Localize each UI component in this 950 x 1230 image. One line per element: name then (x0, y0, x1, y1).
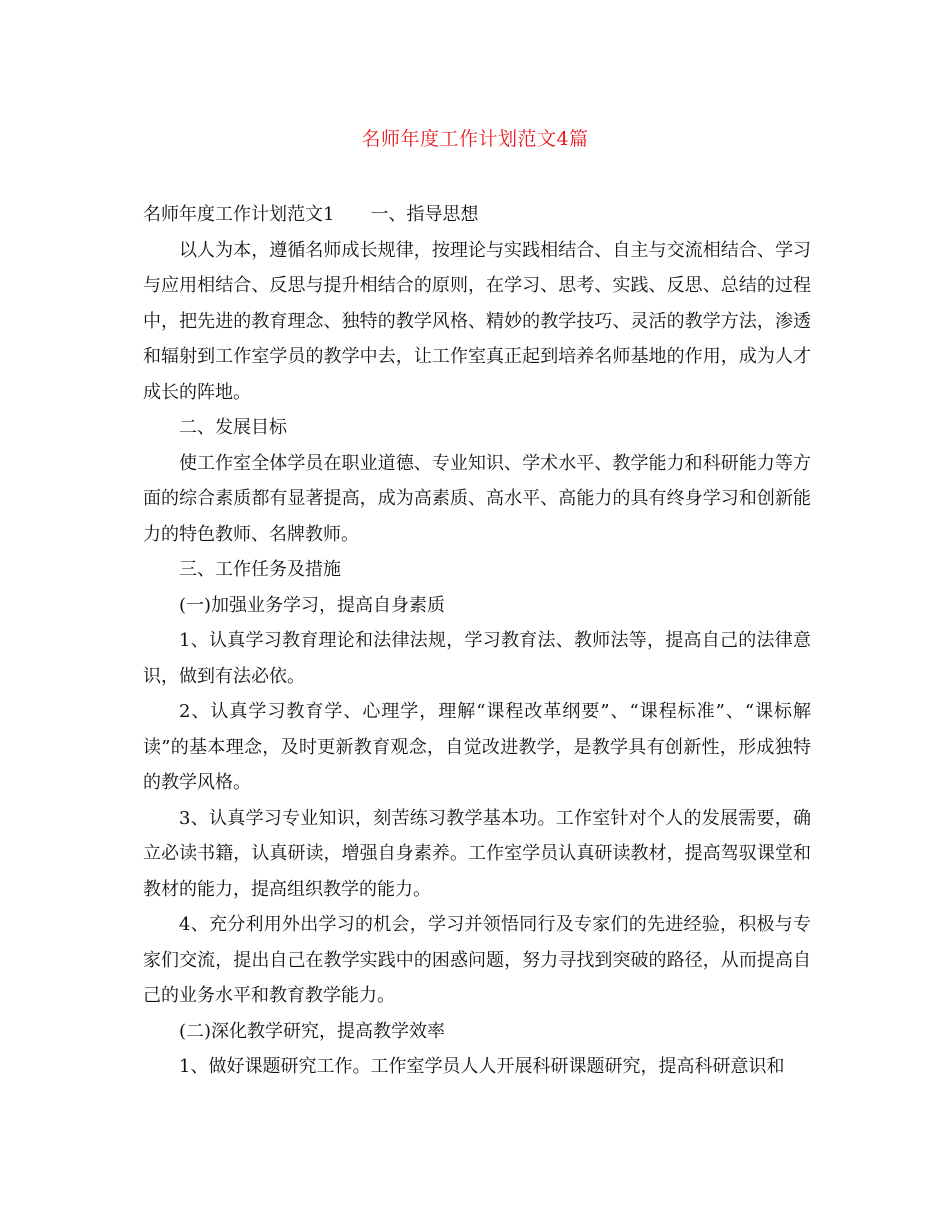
subsection-heading: (二)深化教学研究，提高教学效率 (179, 1020, 446, 1042)
document-title: 名师年度工作计划范文4篇 (361, 128, 589, 150)
section-heading: 三、工作任务及措施 (179, 559, 341, 580)
section-heading: 二、发展目标 (179, 417, 287, 438)
section-label: 名师年度工作计划范文1 (143, 204, 335, 225)
paragraph: 使工作室全体学员在职业道德、专业知识、学术水平、教学能力和科研能力等方面的综合素质都有显著提高，成为高素质、高水平、高能力的具有终身学习和创新能力的特色教师、名牌教师。 (143, 452, 811, 545)
subsection-heading: (一)加强业务学习，提高自身素质 (179, 594, 446, 616)
document-body (143, 197, 811, 1085)
paragraph: 1、认真学习教育理论和法律法规，学习教育法、教师法等，提高自己的法律意识，做到有法必依。 (143, 630, 811, 687)
section-heading-guiding-thought: 一、指导思想 (370, 204, 479, 225)
paragraph: 2、认真学习教育学、心理学，理解“课程改革纲要”、“课程标准”、“课标解读”的基本理念，及时更新教育观念，自觉改进教学，是教学具有创新性，形成独特的教学风格。 (143, 701, 811, 793)
paragraph: 4、充分利用外出学习的机会，学习并领悟同行及专家们的先进经验，积极与专家们交流，提出自己在教学实践中的困惑问题，努力寻找到突破的路径，从而提高自己的业务水平和教育教学能力。 (143, 914, 811, 1006)
first-line (143, 197, 811, 233)
paragraph: 3、认真学习专业知识，刻苦练习教学基本功。工作室针对个人的发展需要，确立必读书籍，认真研读，增强自身素养。工作室学员认真研读教材，提高驾驭课堂和教材的能力，提高组织教学的能力。 (143, 807, 811, 900)
paragraph: 以人为本，遵循名师成长规律，按理论与实践相结合、自主与交流相结合、学习与应用相结合、反思与提升相结合的原则，在学习、思考、实践、反思、总结的过程中，把先进的教育理念、独特的教学风格、精妙的教学技巧、灵活的教学方法，渗透和辐射到工作室学员的教学中去，让工作室真正起到培养名师基地的作用，成为人才成长的阵地。 (143, 239, 811, 403)
paragraph: 1、做好课题研究工作。工作室学员人人开展科研课题研究，提高科研意识和 (179, 1056, 785, 1077)
